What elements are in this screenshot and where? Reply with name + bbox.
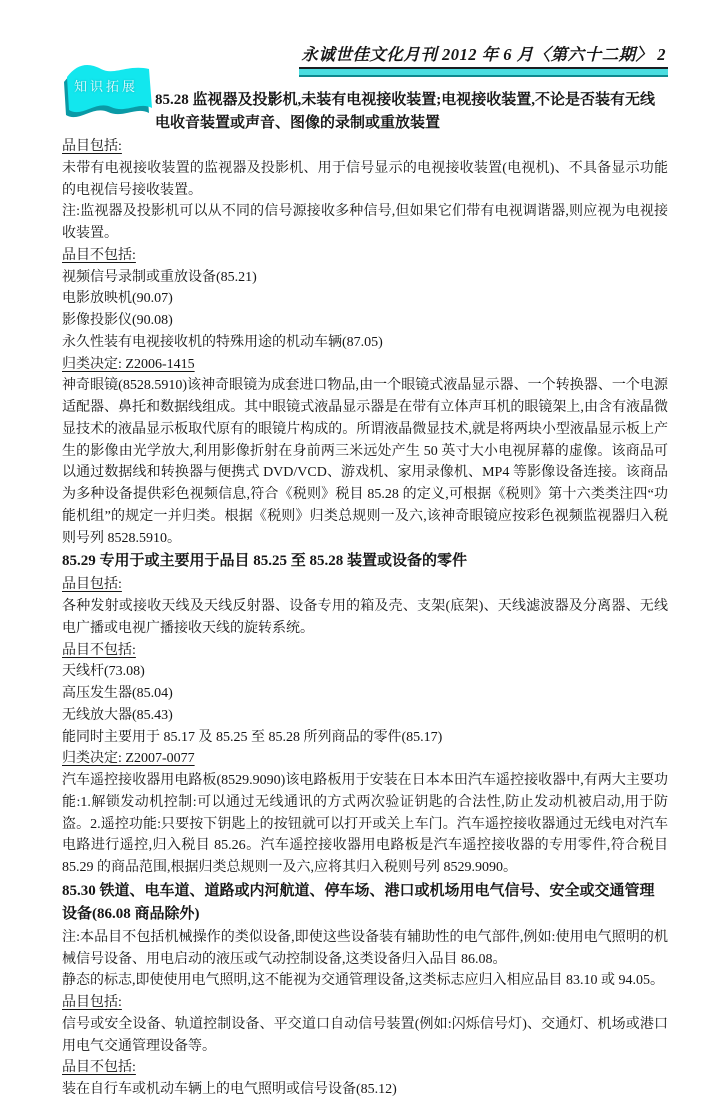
knowledge-badge xyxy=(60,56,156,124)
header-rule xyxy=(299,67,668,77)
list-label: 品目包括: xyxy=(62,577,122,593)
list-label: 品目包括: xyxy=(62,995,122,1010)
header-title-block xyxy=(299,44,668,77)
section-8528 xyxy=(62,89,668,549)
list-label: 品目包括: xyxy=(62,139,122,154)
journal-title: 永诚世佳文化月刊 2012 年 6 月〈第六十二期〉 2 xyxy=(301,45,666,64)
item-line: 能同时主要用于 85.17 及 85.25 至 85.28 所列商品的零件(85.17) xyxy=(62,729,443,745)
list-label: 归类决定: Z2006-1415 xyxy=(62,356,195,372)
list-label: 品目不包括: xyxy=(62,247,136,263)
paragraph: 各种发射或接收天线及天线反射器、设备专用的箱及壳、支架(底架)、天线滤波器及分离器、无线电广播或电视广播接收天线的旋转系统。 xyxy=(62,599,668,636)
item-line: 高压发生器(85.04) xyxy=(62,686,173,701)
paragraph: 注:监视器及投影机可以从不同的信号源接收多种信号,但如果它们带有电视调谐器,则应视为电视接收装置。 xyxy=(62,204,668,241)
item-line: 电影放映机(90.07) xyxy=(62,291,173,307)
item-line: 影像投影仪(90.08) xyxy=(62,313,173,328)
section-8530 xyxy=(62,880,668,1101)
item-line: 视频信号录制或重放设备(85.21) xyxy=(62,269,257,285)
section-heading-8530: 85.30 铁道、电车道、道路或内河航道、停车场、港口或机场用电气信号、安全或交通管理设备(86.08 商品除外) xyxy=(62,882,655,922)
section-heading-8529: 85.29 专用于或主要用于品目 85.25 至 85.28 装置或设备的零件 xyxy=(62,553,468,570)
section-8529 xyxy=(62,550,668,879)
section-heading-8528: 85.28 监视器及投影机,未装有电视接收装置;电视接收装置,不论是否装有无线电收音装置或声音、图像的录制或重放装置 xyxy=(155,92,655,131)
paragraph: 静态的标志,即使使用电气照明,这不能视为交通管理设备,这类标志应归入相应品目 83.10 或 94.05。 xyxy=(62,973,664,989)
paragraph: 信号或安全设备、轨道控制设备、平交道口自动信号装置(例如:闪烁信号灯)、交通灯、机场或港口用电气交通管理设备等。 xyxy=(62,1016,668,1054)
document-body xyxy=(62,89,668,1101)
list-label: 品目不包括: xyxy=(62,642,136,658)
paragraph: 未带有电视接收装置的监视器及投影机、用于信号显示的电视接收装置(电视机)、不具备显示功能的电视信号接收装置。 xyxy=(62,160,668,198)
item-line: 永久性装有电视接收机的特殊用途的机动车辆(87.05) xyxy=(62,334,383,350)
list-label: 归类决定: Z2007-0077 xyxy=(62,751,195,767)
paragraph: 汽车遥控接收器用电路板(8529.9090)该电路板用于安装在日本本田汽车遥控接收器中,有两大主要功能:1.解锁发动机控制:可以通过无线通讯的方式两次验证钥匙的合法性,防止发动机被启动,用于防盗。2.遥控功能:只要按下钥匙上的按钮就可以打开或关上车门。汽车遥控接收器通过无线电对汽车电路进行遥控,归入税目 85.26。汽车遥控接收器用电路板是汽车遥控接收器的专用零件,符合税目 85.29 的商品范围,根据归类总规则一及六,应将其归入税则号列 8529.9090。 xyxy=(62,773,668,875)
list-label: 品目不包括: xyxy=(62,1060,136,1076)
paragraph: 神奇眼镜(8528.5910)该神奇眼镜为成套进口物品,由一个眼镜式液晶显示器、一个转换器、一个电源适配器、鼻托和数据线组成。其中眼镜式液晶显示器是在带有立体声耳机的眼镜架上,由含有液晶微显技术的液晶显示板取代原有的眼镜片构成的。所谓液晶微显技术,就是将两块小型液晶显示板上产生的影像由光学放大,利用影像折射在身前两三米远处产生 50 英寸大小电视屏幕的虚像。该商品可以通过数据线和转换器与便携式 DVD/VCD、游戏机、家用录像机、MP4 等影像设备连接。该商品为多种设备提供彩色视频信息,符合《税则》税目 85.28 的定义,可根据《税则》第十六类类注四“功能机组”的规定一并归类。根据《税则》归类总规则一及六,该神奇眼镜应按彩色视频监视器归入税则号列 8528.5910。 xyxy=(62,378,668,546)
item-line: 装在自行车或机动车辆上的电气照明或信号设备(85.12) xyxy=(62,1082,397,1097)
item-line: 天线杆(73.08) xyxy=(62,664,145,680)
knowledge-badge-label: 知识拓展 xyxy=(73,79,138,94)
paragraph: 注:本品目不包括机械操作的类似设备,即使这些设备装有辅助性的电气部件,例如:使用电气照明的机械信号设备、用电启动的液压或气动控制设备,这类设备归入品目 86.08。 xyxy=(62,929,668,967)
item-line: 无线放大器(85.43) xyxy=(62,707,173,723)
